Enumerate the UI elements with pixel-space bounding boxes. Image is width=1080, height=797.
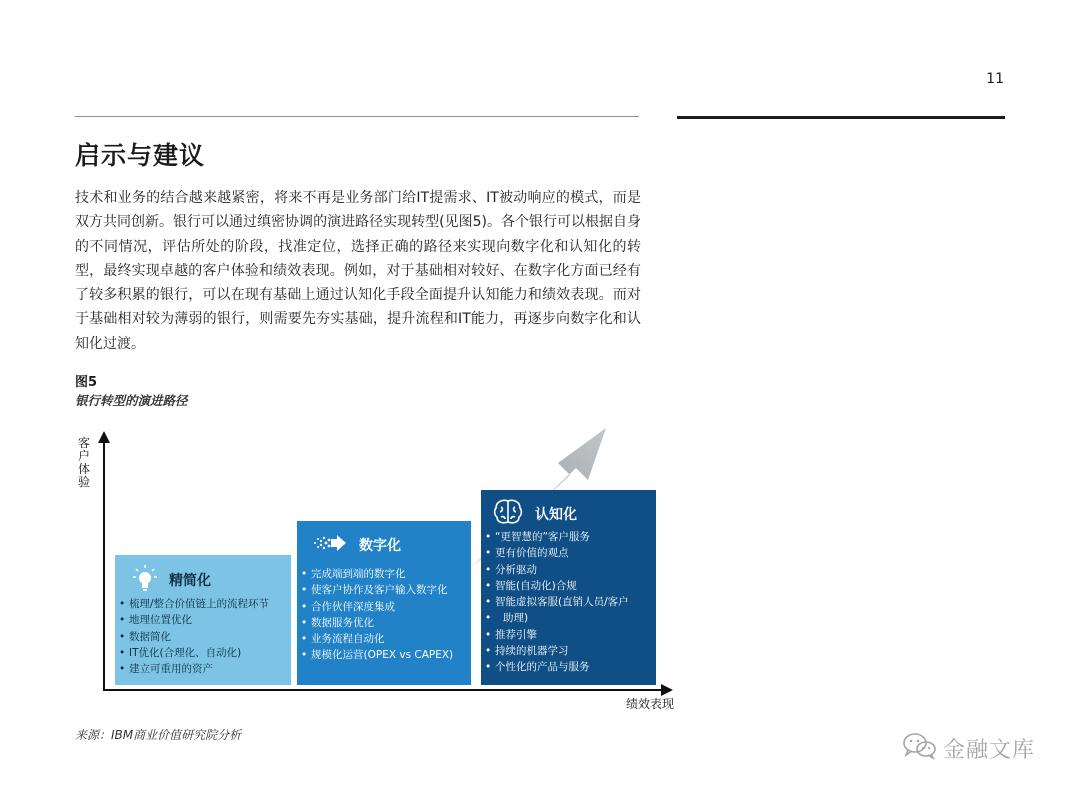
list-item: • 规模化运营(OPEX vs CAPEX): [301, 647, 453, 663]
x-axis-label: 绩效表现: [626, 697, 675, 711]
list-item: • 个性化的产品与服务: [485, 659, 629, 675]
section-paragraph: 技术和业务的结合越来越紧密，将来不再是业务部门给IT提需求、IT被动响应的模式，而是双方共同创新。银行可以通过缜密协调的演进路径实现转型(见图5)。各个银行可以根据自身的不同情况，评估所处的阶段，找准定位，选择正确的路径来实现向数字化和认知化的转型，最终实现卓越的客户体验和绩效表现。例如，对于基础相对较好、在数字化方面已经有了较多积累的银行，可以在现有基础上通过认知化手段全面提升认知能力和绩效表现。而对于基础相对较为薄弱的银行，则需要先夯实基础，提升流程和IT能力，再逐步向数字化和认知化过渡。: [75, 190, 641, 352]
stage-header: [313, 533, 401, 557]
list-item: • 助理): [485, 610, 629, 626]
list-item: • 梳理/整合价值链上的流程环节: [119, 596, 269, 612]
y-axis-label: 客户体验: [77, 436, 90, 489]
list-item: • 完成端到端的数字化: [301, 566, 453, 582]
list-item: • 持续的机器学习: [485, 643, 629, 659]
section-title: 启示与建议: [75, 141, 206, 170]
header-rule-left: [75, 116, 639, 117]
lightbulb-icon: [133, 565, 157, 595]
stage-header: [493, 498, 577, 530]
stage-items: [485, 529, 629, 676]
list-item: • “更智慧的”客户服务: [485, 529, 629, 545]
watermark-text: 金融文库: [943, 737, 1036, 763]
figure-label: 图5: [75, 375, 98, 390]
wechat-icon: [903, 732, 937, 764]
list-item: • 使客户协作及客户输入数字化: [301, 582, 453, 598]
list-item: • 分析驱动: [485, 562, 629, 578]
brain-icon: [493, 498, 523, 530]
page-number: 11: [986, 71, 1004, 87]
stage-items: [301, 566, 453, 664]
stage-cognitive: [481, 490, 656, 685]
header-rule-right: [677, 116, 1005, 119]
stage-simplify: [115, 555, 291, 685]
stage-digitize: [297, 521, 471, 685]
list-item: • 建立可重用的资产: [119, 661, 269, 677]
stage-title: 精简化: [169, 573, 211, 589]
y-axis: [103, 441, 105, 691]
stage-title: 认知化: [535, 507, 577, 523]
stage-title: 数字化: [359, 538, 401, 554]
list-item: • 数据简化: [119, 629, 269, 645]
figure-source: 来源：IBM商业价值研究院分析: [75, 728, 242, 742]
y-axis-arrowhead: [98, 431, 110, 443]
stage-items: [119, 596, 269, 677]
stage-header: [133, 565, 211, 595]
list-item: • 智能虚拟客服(直销人员/客户: [485, 594, 629, 610]
figure-caption: 银行转型的演进路径: [75, 393, 188, 408]
list-item: • 地理位置优化: [119, 612, 269, 628]
list-item: • 智能(自动化)合规: [485, 578, 629, 594]
list-item: • 推荐引擎: [485, 627, 629, 643]
list-item: • 更有价值的观点: [485, 545, 629, 561]
list-item: • IT优化(合理化、自动化): [119, 645, 269, 661]
x-axis: [103, 689, 663, 691]
watermark: [903, 732, 1035, 764]
digital-arrow-icon: [313, 533, 347, 557]
list-item: • 数据服务优化: [301, 615, 453, 631]
list-item: • 业务流程自动化: [301, 631, 453, 647]
list-item: • 合作伙伴深度集成: [301, 599, 453, 615]
